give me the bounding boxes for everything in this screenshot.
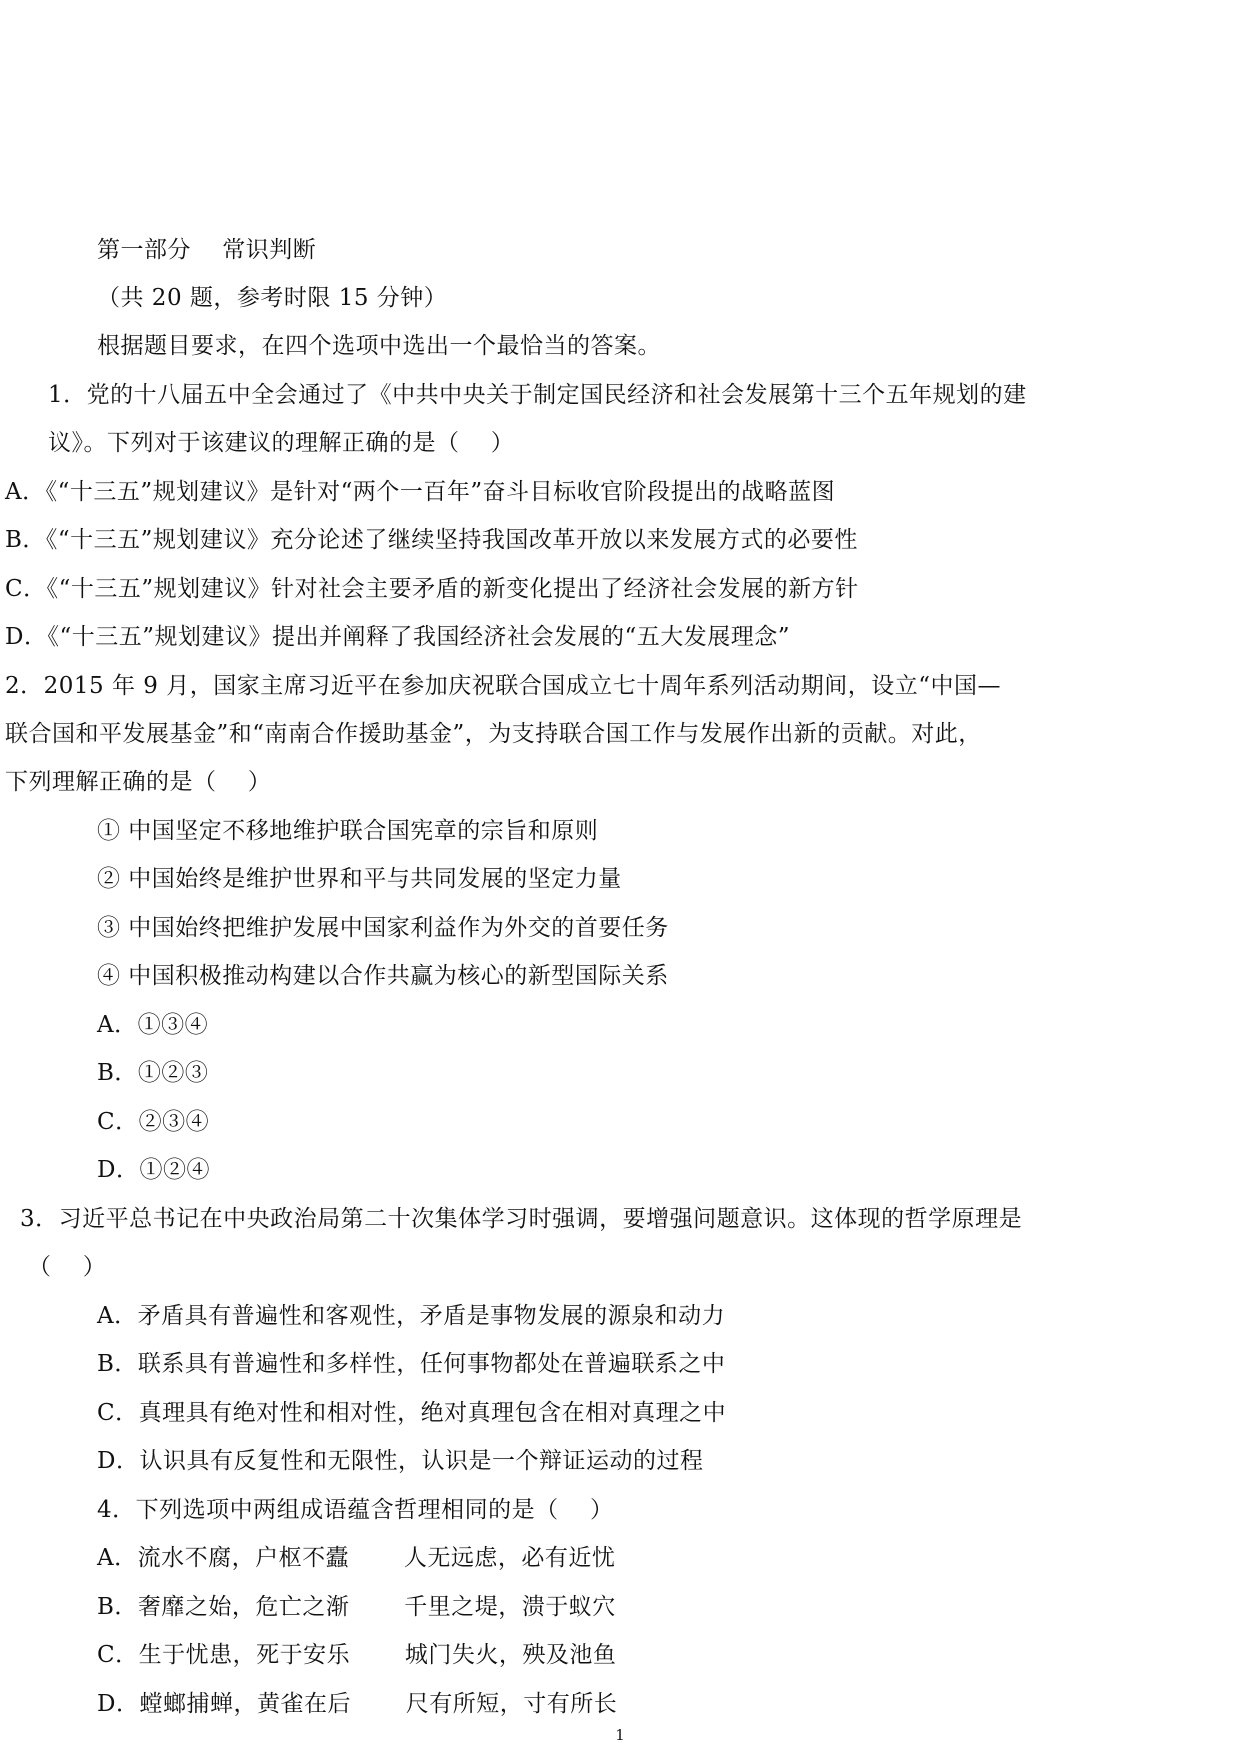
- q4-option-d: D．螳螂捕蝉，黄雀在后 尺有所短，寸有所长: [97, 1691, 618, 1717]
- q2-statement-3: ③ 中国始终把维护发展中国家利益作为外交的首要任务: [97, 915, 669, 941]
- q2-option-b: B．①②③: [97, 1060, 209, 1086]
- q3-option-d: D．认识具有反复性和无限性，认识是一个辩证运动的过程: [97, 1448, 704, 1474]
- q3-stem-line1: 3．习近平总书记在中央政治局第二十次集体学习时强调，要增强问题意识。这体现的哲学原理是: [20, 1206, 1023, 1232]
- q1-option-c: C．《“十三五”规划建议》针对社会主要矛盾的新变化提出了经济社会发展的新方针: [5, 576, 859, 602]
- q1-stem-line2: 议》。下列对于该建议的理解正确的是（ ）: [48, 430, 515, 456]
- section-note: （共 20 题，参考时限 15 分钟）: [97, 285, 448, 311]
- section-title: 第一部分 常识判断: [97, 237, 317, 263]
- q3-stem-line2: （ ）: [28, 1254, 107, 1280]
- q2-option-c: C．②③④: [97, 1109, 210, 1135]
- q3-option-c: C．真理具有绝对性和相对性，绝对真理包含在相对真理之中: [97, 1400, 727, 1426]
- q3-option-a: A．矛盾具有普遍性和客观性，矛盾是事物发展的源泉和动力: [97, 1303, 726, 1329]
- q1-option-a: A．《“十三五”规划建议》是针对“两个一百年”奋斗目标收官阶段提出的战略蓝图: [5, 479, 836, 505]
- q4-option-b: B．奢靡之始，危亡之渐 千里之堤，溃于蚁穴: [97, 1594, 616, 1620]
- q2-stem-line1: 2．2015 年 9 月，国家主席习近平在参加庆祝联合国成立七十周年系列活动期间，设立“中国—: [5, 673, 1001, 699]
- q4-option-c: C．生于忧患，死于安乐 城门失火，殃及池鱼: [97, 1642, 617, 1668]
- q4-stem: 4．下列选项中两组成语蕴含哲理相同的是（ ）: [97, 1497, 614, 1523]
- q2-statement-4: ④ 中国积极推动构建以合作共赢为核心的新型国际关系: [97, 963, 669, 989]
- q2-option-d: D．①②④: [97, 1157, 210, 1183]
- q3-option-b: B．联系具有普遍性和多样性，任何事物都处在普遍联系之中: [97, 1351, 726, 1377]
- q1-stem-line1: 1．党的十八届五中全会通过了《中共中央关于制定国民经济和社会发展第十三个五年规划的建: [48, 382, 1027, 408]
- section-instruction: 根据题目要求，在四个选项中选出一个最恰当的答案。: [97, 333, 661, 359]
- q4-option-a: A．流水不腐，户枢不蠹 人无远虑，必有近忧: [97, 1545, 616, 1571]
- q2-option-a: A．①③④: [97, 1012, 209, 1038]
- q1-option-b: B．《“十三五”规划建议》充分论述了继续坚持我国改革开放以来发展方式的必要性: [5, 527, 858, 553]
- q2-stem-line3: 下列理解正确的是（ ）: [5, 769, 272, 795]
- q2-statement-1: ① 中国坚定不移地维护联合国宪章的宗旨和原则: [97, 818, 599, 844]
- page-number: 1: [615, 1726, 625, 1744]
- q1-option-d: D．《“十三五”规划建议》提出并阐释了我国经济社会发展的“五大发展理念”: [5, 624, 790, 650]
- q2-stem-line2: 联合国和平发展基金”和“南南合作援助基金”，为支持联合国工作与发展作出新的贡献。对此，: [5, 721, 982, 747]
- q2-statement-2: ② 中国始终是维护世界和平与共同发展的坚定力量: [97, 866, 622, 892]
